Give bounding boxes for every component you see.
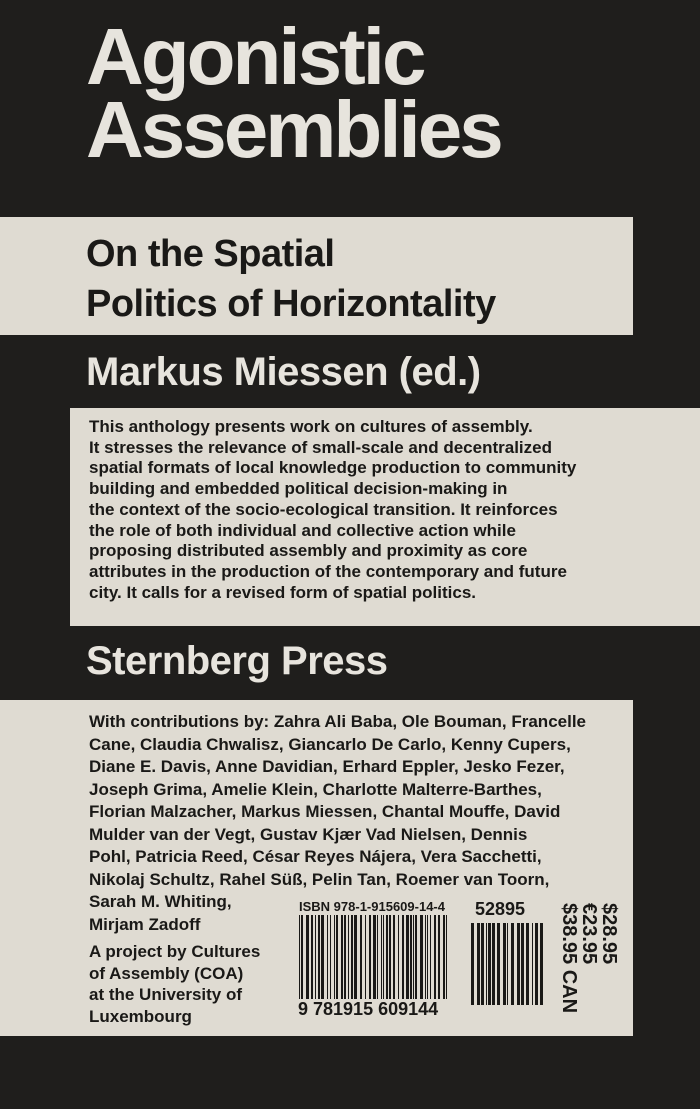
barcode-bar (413, 915, 414, 999)
barcode-bar (443, 915, 445, 999)
subtitle-line-1: On the Spatial (86, 233, 335, 275)
barcode-bar (540, 923, 543, 1005)
barcode-bar (430, 915, 431, 999)
barcode-bar (336, 915, 338, 999)
contributors-line: Mirjam Zadoff (89, 914, 201, 934)
barcode-bar (334, 915, 335, 999)
barcode-bar (434, 915, 436, 999)
project-line: Luxembourg (89, 1006, 192, 1026)
project-line: A project by Cultures (89, 942, 261, 961)
barcode-bar (344, 915, 346, 999)
addon-barcode (470, 923, 544, 1005)
barcode-bar (526, 923, 529, 1005)
barcode-bar (517, 923, 520, 1005)
description-line: the role of both individual and collective action while (89, 520, 516, 540)
barcode-bar (488, 923, 491, 1005)
price-usd: $28.95 (598, 903, 620, 965)
barcode-bar (351, 915, 353, 999)
barcode-bar (511, 923, 514, 1005)
barcode-bar (521, 923, 524, 1005)
barcode-bar (410, 915, 412, 999)
contributors-line: Joseph Grima, Amelie Klein, Charlotte Malterre-Barthes, (89, 779, 542, 799)
isbn-label: ISBN 978-1-915609-14-4 (299, 899, 445, 914)
barcode-bar (481, 923, 484, 1005)
description-line: spatial formats of local knowledge production to community (89, 458, 577, 478)
barcode-bar (315, 915, 316, 999)
barcode-bar (321, 915, 324, 999)
subtitle-line-2: Politics of Horizontality (86, 283, 496, 325)
description-line: the context of the socio-ecological transition. It reinforces (89, 499, 558, 519)
project-line: of Assembly (COA) (89, 963, 244, 983)
description-line: This anthology presents work on cultures of assembly. (89, 417, 533, 436)
contributors-line: Mulder van der Vegt, Gustav Kjær Vad Nielsen, Dennis (89, 824, 528, 844)
barcode-bar (420, 915, 423, 999)
book-title (86, 12, 501, 174)
barcode-bar (330, 915, 331, 999)
description-line: city. It calls for a revised form of spatial politics. (89, 582, 477, 602)
barcode-bar (535, 923, 538, 1005)
price-block (557, 903, 620, 1014)
description-line: building and embedded political decision-making in (89, 479, 508, 499)
isbn-barcode (298, 915, 450, 999)
barcode-bar (446, 915, 447, 999)
barcode-bar (393, 915, 395, 999)
contributors-line: Florian Malzacher, Markus Miessen, Chantal Mouffe, David (89, 802, 561, 821)
barcode-bar (360, 915, 362, 999)
barcode-bar (486, 923, 487, 1005)
title-line-2: Assemblies (86, 85, 501, 174)
contributors-line: Sarah M. Whiting, (89, 892, 232, 911)
barcode-bar (406, 915, 409, 999)
barcode-bar (299, 915, 300, 999)
barcode-bar (354, 915, 357, 999)
barcode-bar (301, 915, 303, 999)
barcode-bar (497, 923, 500, 1005)
price-cad: $38.95 CAN (558, 903, 580, 1014)
barcode-bar (306, 915, 309, 999)
project-line: at the University of (89, 985, 243, 1004)
description-line: It stresses the relevance of small-scale and decentralized (89, 437, 552, 457)
price-eur: €23.95 (578, 903, 600, 965)
subtitle-panel (0, 217, 633, 335)
barcode-bar (427, 915, 428, 999)
barcode-bar (311, 915, 313, 999)
barcode-bar (477, 923, 480, 1005)
project-credit (89, 941, 260, 1027)
barcode-bar (386, 915, 388, 999)
barcode-bar (365, 915, 366, 999)
barcode-bar (425, 915, 426, 999)
contributors-panel (0, 700, 633, 1036)
barcode-bar (398, 915, 399, 999)
author-name: Markus Miessen (ed.) (86, 350, 481, 394)
contributors-line: Diane E. Davis, Anne Davidian, Erhard Eppler, Jesko Fezer, (89, 757, 565, 776)
description-text (89, 417, 576, 603)
title-line-1: Agonistic (86, 12, 424, 101)
barcode-bar (383, 915, 384, 999)
barcode-bar (438, 915, 440, 999)
contributors-line: Pohl, Patricia Reed, César Reyes Nájera, Vera Sacchetti, (89, 847, 542, 866)
description-line: proposing distributed assembly and proximity as core (89, 541, 528, 561)
barcode-bar (318, 915, 320, 999)
price-list (559, 903, 619, 1013)
barcode-bar (348, 915, 349, 999)
barcode-bar (532, 923, 533, 1005)
barcode-bar (507, 923, 508, 1005)
addon-code: 52895 (475, 899, 526, 919)
barcode-bar (327, 915, 328, 999)
barcode-bar (341, 915, 343, 999)
isbn-digits: 9 781915 609144 (298, 999, 439, 1019)
barcode-bar (503, 923, 506, 1005)
description-line: attributes in the production of the contemporary and future (89, 561, 567, 581)
barcode-bar (369, 915, 371, 999)
barcode-bar (377, 915, 378, 999)
barcode-bar (389, 915, 391, 999)
barcode-bar (373, 915, 376, 999)
contributors-line: Nikolaj Schultz, Rahel Süß, Pelin Tan, Roemer van Toorn, (89, 869, 550, 889)
barcode-bar (402, 915, 404, 999)
barcode-bar (492, 923, 495, 1005)
contributors-line: Cane, Claudia Chwalisz, Giancarlo De Carlo, Kenny Cupers, (89, 734, 571, 754)
publisher-name: Sternberg Press (86, 639, 388, 683)
barcode-bar (415, 915, 417, 999)
barcode-bar (381, 915, 382, 999)
contributors-line: With contributions by: Zahra Ali Baba, Ole Bouman, Francelle (89, 712, 587, 731)
barcode-bar (471, 923, 474, 1005)
description-panel (70, 408, 700, 626)
book-subtitle (86, 229, 496, 329)
